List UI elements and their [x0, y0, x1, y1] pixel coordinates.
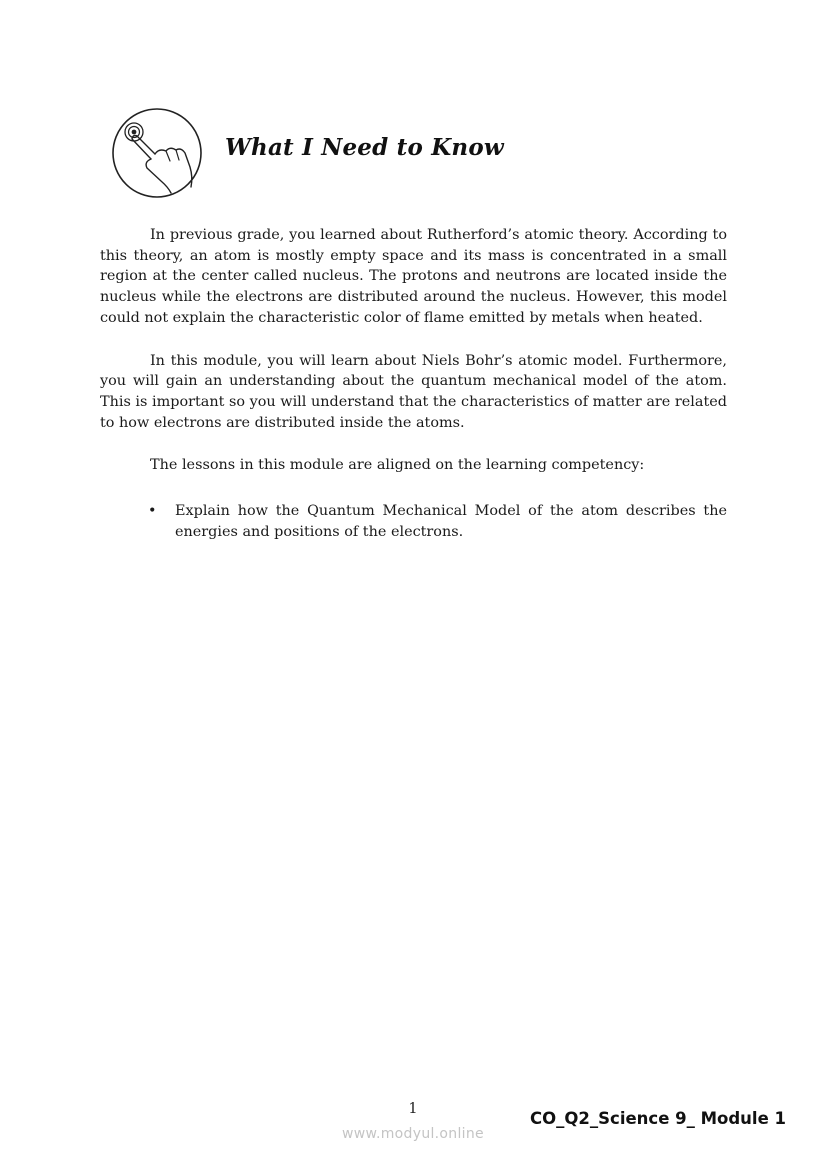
- intro-paragraph-2: In this module, you will learn about Niels Bohr’s atomic model. Furthermore, you will gain an understanding about the quantum mechanical model of the atom. This is important so you will understand that the characteristics of matter are related to how electrons are distributed inside the atoms.: [100, 352, 727, 431]
- lesson-body: [100, 225, 727, 542]
- page-number: 1: [408, 1101, 418, 1117]
- module-code: CO_Q2_Science 9_ Module 1: [530, 1109, 786, 1128]
- competency-list: [100, 501, 727, 542]
- intro-paragraph-1: In previous grade, you learned about Rutherford’s atomic theory. According to this theory, an atom is mostly empty space and its mass is concentrated in a small region at the center called nucleus. The protons and neutrons are located inside the nucleus while the electrons are distributed around the nucleus. However, this model could not explain the characteristic color of flame emitted by metals when heated.: [100, 227, 727, 326]
- competency-text: Explain how the Quantum Mechanical Model of the atom describes the energies and positions of the electrons.: [175, 503, 727, 540]
- watermark: www.modyul.online: [342, 1126, 484, 1142]
- section-title: What I Need to Know: [225, 134, 504, 161]
- hand-tap-icon: [111, 107, 203, 199]
- competency-lead-paragraph: The lessons in this module are aligned on the learning competency:: [150, 457, 645, 474]
- bullet-dot: •: [148, 503, 157, 520]
- competency-list-item: [100, 501, 727, 542]
